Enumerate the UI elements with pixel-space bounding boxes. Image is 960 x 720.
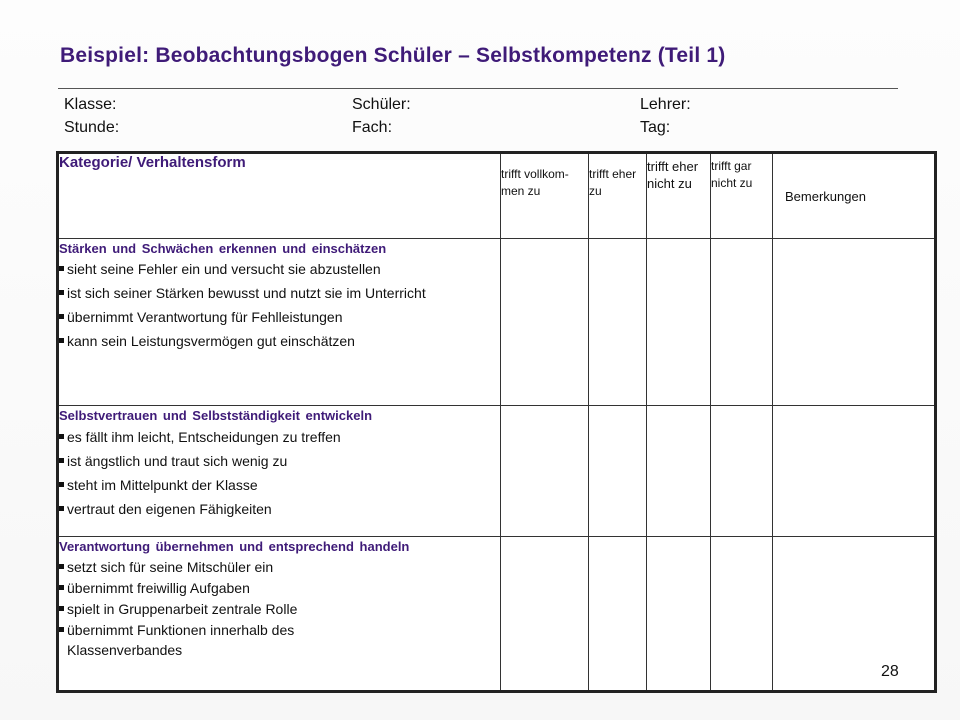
square-bullet-icon: [59, 585, 64, 590]
table-row: [58, 537, 936, 692]
item-text: ist sich seiner Stärken bewusst und nutzt sie im Unterricht: [67, 285, 426, 301]
column-header-trifft-eher-zu: trifft eher zu: [589, 153, 647, 239]
square-bullet-icon: [59, 290, 64, 295]
item-text: übernimmt Funktionen innerhalb des Klassenverbandes: [67, 622, 295, 658]
section-title: Stärken und Schwächen erkennen und einschätzen: [59, 241, 387, 256]
field-schueler: Schüler:: [352, 96, 411, 113]
field-klasse: Klasse:: [64, 96, 117, 113]
rating-cell[interactable]: [647, 406, 711, 537]
square-bullet-icon: [59, 266, 64, 271]
section-cell: [58, 239, 501, 406]
page-title: Beispiel: Beobachtungsbogen Schüler – Selbstkompetenz (Teil 1): [60, 44, 726, 67]
rating-cell[interactable]: [501, 406, 589, 537]
remarks-cell[interactable]: [773, 239, 936, 406]
page-number: 28: [881, 663, 899, 680]
field-tag: Tag:: [640, 119, 671, 136]
field-lehrer: Lehrer:: [640, 96, 691, 113]
remarks-cell[interactable]: [773, 537, 936, 692]
item-text: sieht seine Fehler ein und versucht sie abzustellen: [67, 261, 381, 277]
square-bullet-icon: [59, 314, 64, 319]
section-title: Selbstvertrauen und Selbstständigkeit entwickeln: [59, 408, 373, 423]
item-text: übernimmt Verantwortung für Fehlleistungen: [67, 309, 343, 325]
table-header-row: [58, 153, 936, 239]
list-item: [59, 259, 500, 279]
section-cell: [58, 537, 501, 692]
item-text: übernimmt freiwillig Aufgaben: [67, 580, 250, 596]
item-text: steht im Mittelpunkt der Klasse: [67, 477, 258, 493]
list-item: [59, 499, 500, 519]
list-item: [59, 451, 500, 471]
list-item: [59, 557, 500, 577]
list-item: [59, 475, 500, 495]
column-header-trifft-gar-nicht-zu: trifft gar nicht zu: [711, 153, 773, 239]
rating-cell[interactable]: [647, 537, 711, 692]
list-item: [59, 599, 500, 619]
list-item: [59, 620, 367, 660]
rating-cell[interactable]: [711, 406, 773, 537]
item-text: kann sein Leistungsvermögen gut einschätzen: [67, 333, 355, 349]
section-cell: [58, 406, 501, 537]
rating-cell[interactable]: [501, 239, 589, 406]
table-row: [58, 239, 936, 406]
square-bullet-icon: [59, 434, 64, 439]
item-text: setzt sich für seine Mitschüler ein: [67, 559, 274, 575]
column-header-bemerkungen: Bemerkungen: [773, 153, 936, 239]
square-bullet-icon: [59, 482, 64, 487]
column-header-trifft-eher-nicht-zu: trifft eher nicht zu: [647, 153, 711, 239]
square-bullet-icon: [59, 606, 64, 611]
table-row: [58, 406, 936, 537]
item-text: spielt in Gruppenarbeit zentrale Rolle: [67, 601, 298, 617]
square-bullet-icon: [59, 564, 64, 569]
list-item: [59, 427, 500, 447]
list-item: [59, 578, 500, 598]
list-item: [59, 307, 500, 327]
rating-cell[interactable]: [589, 239, 647, 406]
title-divider: [58, 88, 898, 89]
observation-table: [56, 151, 937, 693]
item-text: vertraut den eigenen Fähigkeiten: [67, 501, 272, 517]
rating-cell[interactable]: [589, 406, 647, 537]
rating-cell[interactable]: [589, 537, 647, 692]
section-title: Verantwortung übernehmen und entsprechend handeln: [59, 539, 410, 554]
item-text: ist ängstlich und traut sich wenig zu: [67, 453, 288, 469]
rating-cell[interactable]: [647, 239, 711, 406]
column-header-trifft-vollkommen-zu: trifft vollkom-men zu: [501, 153, 589, 239]
square-bullet-icon: [59, 458, 64, 463]
list-item: [59, 283, 500, 303]
field-stunde: Stunde:: [64, 119, 120, 136]
rating-cell[interactable]: [711, 537, 773, 692]
remarks-cell[interactable]: [773, 406, 936, 537]
category-header: Kategorie/ Verhaltensform: [58, 153, 501, 239]
item-text: es fällt ihm leicht, Entscheidungen zu treffen: [67, 429, 341, 445]
square-bullet-icon: [59, 627, 64, 632]
field-fach: Fach:: [352, 119, 393, 136]
square-bullet-icon: [59, 338, 64, 343]
rating-cell[interactable]: [711, 239, 773, 406]
square-bullet-icon: [59, 506, 64, 511]
list-item: [59, 331, 500, 351]
rating-cell[interactable]: [501, 537, 589, 692]
